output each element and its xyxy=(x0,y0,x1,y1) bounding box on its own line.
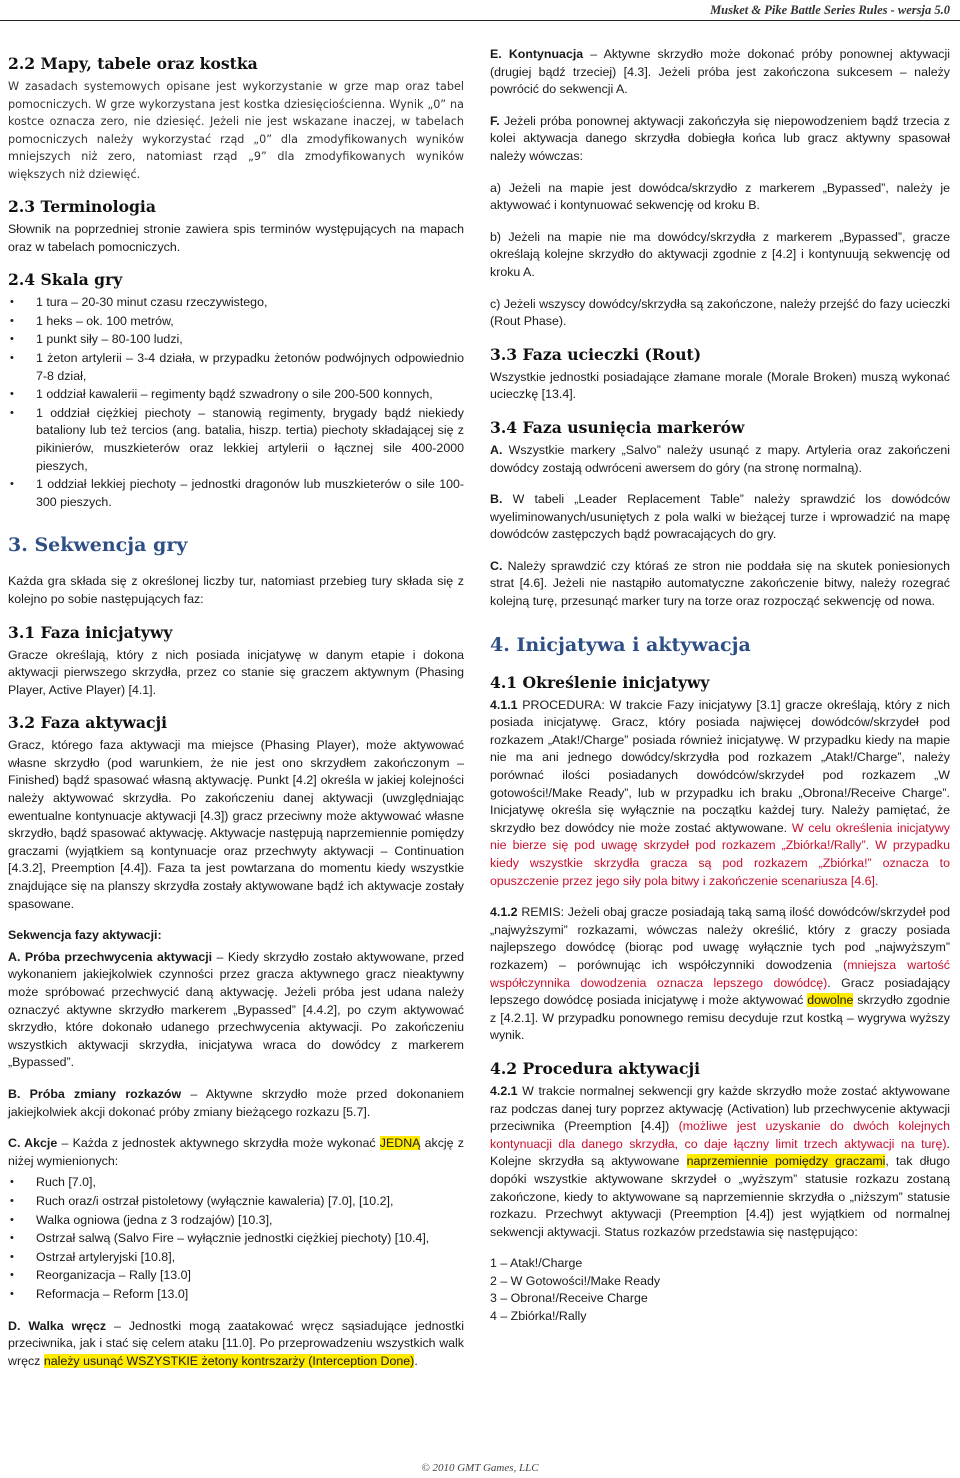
section-2-2-text: W zasadach systemowych opisane jest wykorzystanie w grze map oraz tabel pomocniczych. W grze wykorzystana jest kostka dziesięciościenna. Wynik „0” na kostce oznacza zero, nie dziesięć. Jeżeli nie jest wskazane inaczej, w tabelach pomocniczych należy wykorzystać rząd „0” dla zmodyfikowanych wyników mniejszych niż zero, natomiast rząd „9” dla zmodyfikowanych wyników większych niż dziewięć. xyxy=(8,80,464,181)
section-3-4-c-label: C. xyxy=(490,558,503,573)
step-c-text-1: – Każda z jednostek aktywnego skrzydła może wykonać xyxy=(57,1136,380,1151)
rule-4-1-2 xyxy=(490,904,950,1045)
list-item: • Reorganizacja – Rally [13.0] xyxy=(8,1267,464,1285)
step-e-label: E. Kontynuacja xyxy=(490,47,584,61)
step-d xyxy=(8,1318,464,1371)
section-3-4-title: 3.4 Faza usunięcia markerów xyxy=(490,417,745,437)
step-f-b: b) Jeżeli na mapie nie ma dowódcy/skrzydła z markerem „Bypassed”, gracze określają kolejne skrzydło do aktywacji zgodnie z [4.2] i kontynuują sekwencję od kroku A. xyxy=(490,229,950,279)
list-item: • Reformacja – Reform [13.0] xyxy=(8,1286,464,1304)
list-item: • 1 heks – ok. 100 metrów, xyxy=(8,313,464,331)
list-item: • Ruch [7.0], xyxy=(8,1174,464,1192)
rule-4-1-2-text-1: REMIS: Jeżeli obaj gracze posiadają taką samą ilość dowódców/skrzydeł pod „najwyższymi” rozkazami, wówczas należy określić, który z graczy posiada najlepszego dowódcę (biorąc pod uwagę wyłącznie tych pod „najwyższym” rozkazem) – porównując ich współczynniki dowodzenia xyxy=(490,905,950,972)
step-c xyxy=(8,1135,464,1170)
rule-4-1-2-text-3: skrzydło zgodnie z [4.2.1]. W przypadku ponownego remisu decyduje rzut kostką – wygrywa wyższy wynik. xyxy=(490,993,951,1043)
page-header xyxy=(0,0,960,21)
left-column xyxy=(8,46,464,1384)
step-d-label: D. Walka wręcz xyxy=(8,1318,107,1333)
sequence-title: Sekwencja fazy aktywacji: xyxy=(8,928,162,943)
step-d-highlight: należy usunąć WSZYSTKIE żetony kontrszarży (Interception Done) xyxy=(43,1353,415,1368)
rule-4-2-1-text-3: , tak długo dopóki wszystkie aktywowane skrzydeł o „wyższym” statusie rozkazu zostaną zakończone, kiedy to aktywowane są naprzemiennie skrzydła o „niższym” statusie rozkazu. Przechwyt aktywacji (Preemption [4.4]) jest wyjątkiem od normalnej sekwencji aktywacji. Status rozkazów przedstawia się następująco: xyxy=(490,1154,950,1239)
section-3-4-a-text: Wszystkie markery „Salvo” należy usunąć z mapy. Artyleria oraz zakończeni dowódcy zostają odwróceni awersem do góry (na stronę normalną). xyxy=(490,442,950,475)
section-3-3-title: 3.3 Faza ucieczki (Rout) xyxy=(490,344,702,364)
rule-4-2-1-text-1: W trakcie normalnej sekwencji gry każde skrzydło może zostać aktywowane raz podczas danej tury poprzez aktywację (Activation) lub przechwycenie aktywacji przeciwnika (Preemption [4.4]) xyxy=(490,1083,950,1134)
step-a xyxy=(8,949,464,1072)
rule-4-1-1-text: PROCEDURA: W trakcie Fazy inicjatywy [3.1] gracze określają, który z nich posiada inicjatywę. Gracz, który posiada najwięcej dowódców/skrzydeł pod rozkazem „Atak!/Charge” posiada również inicjatywę. W przypadku kiedy na mapie nie ma ani jednego dowódcy/skrzydła pod rozkazem „Atak!/Charge”, należy porównać ilości posiadanych dowódców/skrzydeł pod rozkazem „W gotowości!/Make Ready”, lub w przypadku ich braku „Obrona!/Receive Charge”. Inicjatywę określa się wyłącznie na początku każdej tury. Należy pamiętać, że skrzydło bez dowódcy nie może zostać aktywowane. xyxy=(490,697,950,835)
section-2-2-title: 2.2 Mapy, tabele oraz kostka xyxy=(8,54,258,73)
header-title: Musket & Pike Battle Series Rules - wersja 5.0 xyxy=(710,3,950,17)
section-4-2-title: 4.2 Procedura aktywacji xyxy=(490,1058,701,1078)
section-3-text: Każda gra składa się z określonej liczby tur, natomiast przebieg tury składa się z kolejno po sobie następujących faz: xyxy=(8,574,464,606)
section-3-2-title: 3.2 Faza aktywacji xyxy=(8,713,168,733)
list-item: • 1 oddział lekkiej piechoty – jednostki dragonów lub muszkieterów o sile 100-300 pieszych. xyxy=(8,476,464,511)
step-e xyxy=(490,46,950,99)
list-item: 3 – Obrona!/Receive Charge xyxy=(490,1291,648,1306)
rule-4-1-2-highlight: dowolne xyxy=(807,993,854,1008)
step-b xyxy=(8,1086,464,1121)
section-4-1-title: 4.1 Określenie inicjatywy xyxy=(490,672,710,692)
section-3-2-text: Gracz, którego faza aktywacji ma miejsce (Phasing Player), może aktywować własne skrzydło (pod warunkiem, że nie jest ono skrzydłem zakończonym – Finished) bądź spasować własną aktywację. Punkt [4.2] określa w jakiej kolejności należy aktywować skrzydła. Po zakończeniu danej aktywacji (uwzględniając ewentualne kontynuacje aktywacji [4.3]) gracz przeciwny może aktywować własne skrzydło, bądź spasować aktywację. Aktywacje następują naprzemiennie pomiędzy graczami (wyjątkiem są kontynuacje oraz przechwyty aktywacji – Continuation [4.3.2], Preemption [4.4]). Faza ta jest powtarzana do momentu kiedy wszystkie znajdujące się na planszy skrzydła zostały aktywowane bądź ich aktywacje zostały spasowane. xyxy=(8,738,464,911)
rule-4-2-1-red-text: (możliwe jest uzyskanie do dwóch kolejnych kontynuacji dla danego skrzydła, co daje łączny limit trzech aktywacji na turę) xyxy=(490,1119,950,1151)
rule-4-1-1-label: 4.1.1 xyxy=(490,697,518,712)
rule-4-2-1-text-2: . Kolejne skrzydła są aktywowane xyxy=(490,1136,950,1169)
rule-4-1-1-red-text: W celu określenia inicjatywy nie bierze się pod uwagę skrzydeł pod rozkazem „Zbiórka!/Rally”. W przypadku kiedy wszystkie skrzydła gracza są pod rozkazem „Zbiórka!” oznacza to opuszczenie przez jego siły pola bitwy i zakończenie scenariusza [4.6]. xyxy=(490,820,950,888)
section-3-title: 3. Sekwencja gry xyxy=(8,534,188,557)
rule-4-1-1 xyxy=(490,697,950,891)
list-item: 2 – W Gotowości!/Make Ready xyxy=(490,1273,661,1288)
right-column xyxy=(490,46,950,1326)
page-footer: © 2010 GMT Games, LLC xyxy=(421,1462,539,1474)
list-item: • 1 punkt siły – 80-100 ludzi, xyxy=(8,331,464,349)
section-3-1-title: 3.1 Faza inicjatywy xyxy=(8,622,173,642)
section-2-3-title: 2.3 Terminologia xyxy=(8,197,156,216)
step-f-c: c) Jeżeli wszyscy dowódcy/skrzydła są zakończone, należy przejść do fazy ucieczki (Rout Phase). xyxy=(490,296,950,329)
section-3-4-b-label: B. xyxy=(490,492,503,507)
step-d-text-1: – Jednostki mogą zaatakować wręcz sąsiadujące jednostki przeciwnika, jak i stać się celem ataku [11.0]. Po przeprowadzeniu wszystkich walk wręcz xyxy=(8,1318,464,1368)
list-item: • Ostrzał salwą (Salvo Fire – wyłącznie jednostki ciężkiej piechoty) [10.4], xyxy=(8,1230,464,1248)
step-a-text: – Kiedy skrzydło zostało aktywowane, przed wykonaniem jakiejkolwiek czynności przez gracza aktywnego gracz nieaktywny może spróbować przechwycić daną aktywację. Jeżeli próba jest udana należy oznaczyć aktywne skrzydło markerem „Bypassed” [4.4.2], po czym aktywować skrzydło, które dokonało udanego przechwycenia aktywacji. Po zakończeniu wszystkich aktywacji skrzydła, inicjatywa wraca do dowódcy z markerem „Bypassed”. xyxy=(8,949,464,1070)
scale-list xyxy=(8,294,464,511)
step-a-label: A. Próba przechwycenia aktywacji xyxy=(8,949,213,964)
list-item: • Ostrzał artyleryjski [10.8], xyxy=(8,1249,464,1267)
section-3-3-text: Wszystkie jednostki posiadające złamane morale (Morale Broken) muszą wykonać ucieczkę [13.4]. xyxy=(490,369,950,402)
step-e-text: – Aktywne skrzydło może dokonać próby ponownej aktywacji (drugiej bądź trzeciej) [4.3]. Jeżeli próba jest zakończona sukcesem – należy powrócić do sekwencji A. xyxy=(490,47,950,97)
section-3-4-c-text: Należy sprawdzić czy któraś ze stron nie poddała się na skutek poniesionych strat [4.6]. Jeżeli nie nastąpiło automatyczne zakończenie bitwy, należy rozegrać kolejną turę, przesunąć marker tury na torze oraz rozpocząć sekwencję od nowa. xyxy=(490,558,950,609)
section-4-title: 4. Inicjatywa i aktywacja xyxy=(490,633,751,656)
step-b-label: B. Próba zmiany rozkazów xyxy=(8,1086,182,1101)
list-item: • 1 oddział kawalerii – regimenty bądź szwadrony o sile 200-500 konnych, xyxy=(8,386,464,404)
step-f-label: F. xyxy=(490,113,500,128)
rule-4-2-1-label: 4.2.1 xyxy=(490,1083,518,1098)
step-f-a: a) Jeżeli na mapie jest dowódca/skrzydło z markerem „Bypassed”, należy je aktywować i kontynuować sekwencję od kroku B. xyxy=(490,180,950,213)
section-3-4-c xyxy=(490,558,950,611)
rule-4-1-2-label: 4.1.2 xyxy=(490,905,518,920)
step-c-highlight: JEDNĄ xyxy=(379,1136,421,1151)
rule-4-1-2-text-2: . Gracz posiadający lepszego dowódcę posiada inicjatywę i może aktywować xyxy=(490,975,951,1008)
list-item: • Walka ogniowa (jedna z 3 rodzajów) [10.3], xyxy=(8,1212,464,1230)
section-2-4-title: 2.4 Skala gry xyxy=(8,270,123,290)
rule-4-1-2-red-text: (mniejsza wartość współczynnika dowodzenia oznacza lepszego dowódcę) xyxy=(490,957,950,990)
list-item: 1 – Atak!/Charge xyxy=(490,1256,583,1271)
list-item: • Ruch oraz/i ostrzał pistoletowy (wyłącznie kawaleria) [7.0], [10.2], xyxy=(8,1193,464,1211)
section-3-4-b-text: W tabeli „Leader Replacement Table” należy sprawdzić los dowódców wyeliminowanych/usuniętych z pola walki w bieżącej turze i wprowadzić na mapę dowódców zastępczych bądź powracających do gry. xyxy=(490,492,950,542)
step-d-text-2: . xyxy=(414,1353,418,1368)
section-3-4-b xyxy=(490,491,950,544)
section-3-4-a-label: A. xyxy=(490,442,503,457)
list-item: 4 – Zbiórka!/Rally xyxy=(490,1309,587,1324)
actions-list xyxy=(8,1174,464,1303)
section-3-1-text: Gracze określają, który z nich posiada inicjatywę w danym etapie i dokona aktywacji pierwszego skrzydła, przez co stanie się graczem aktywnym (Phasing Player, Active Player) [4.1]. xyxy=(8,647,464,697)
step-f-text: Jeżeli próba ponownej aktywacji zakończyła się niepowodzeniem bądź trzecia z kolei aktywacja danego skrzydła dobiegła końca lub gracz aktywny spasował należy wówczas: xyxy=(490,113,950,163)
list-item: • 1 tura – 20-30 minut czasu rzeczywistego, xyxy=(8,294,464,312)
rule-4-2-1 xyxy=(490,1083,950,1241)
list-item: • 1 żeton artylerii – 3-4 działa, w przypadku żetonów podwójnych odpowiednio 7-8 dział, xyxy=(8,350,464,385)
rule-4-2-1-highlight: naprzemiennie pomiędzy graczami xyxy=(686,1154,886,1169)
step-f xyxy=(490,113,950,166)
step-c-label: C. Akcje xyxy=(8,1136,58,1151)
section-3-4-a xyxy=(490,442,950,477)
step-b-text: – Aktywne skrzydło może przed dokonaniem jakiejkolwiek akcji dokonać próby zmiany bieżącego rozkazu [5.7]. xyxy=(8,1086,464,1119)
orders-list xyxy=(490,1255,950,1325)
list-item: • 1 oddział ciężkiej piechoty – stanowią regimenty, brygady bądź niekiedy bataliony lub też tercios (ang. batalia, hiszp. tertia) piechoty składającej się z pikinierów, muszkieterów oraz lekkiej artylerii o łącznej sile 400-2000 pieszych, xyxy=(8,405,464,475)
step-c-text-2: akcję z niżej wymienionych: xyxy=(8,1136,464,1168)
section-2-3-text: Słownik na poprzedniej stronie zawiera spis terminów występujących na mapach oraz w tabelach pomocniczych. xyxy=(8,222,464,254)
